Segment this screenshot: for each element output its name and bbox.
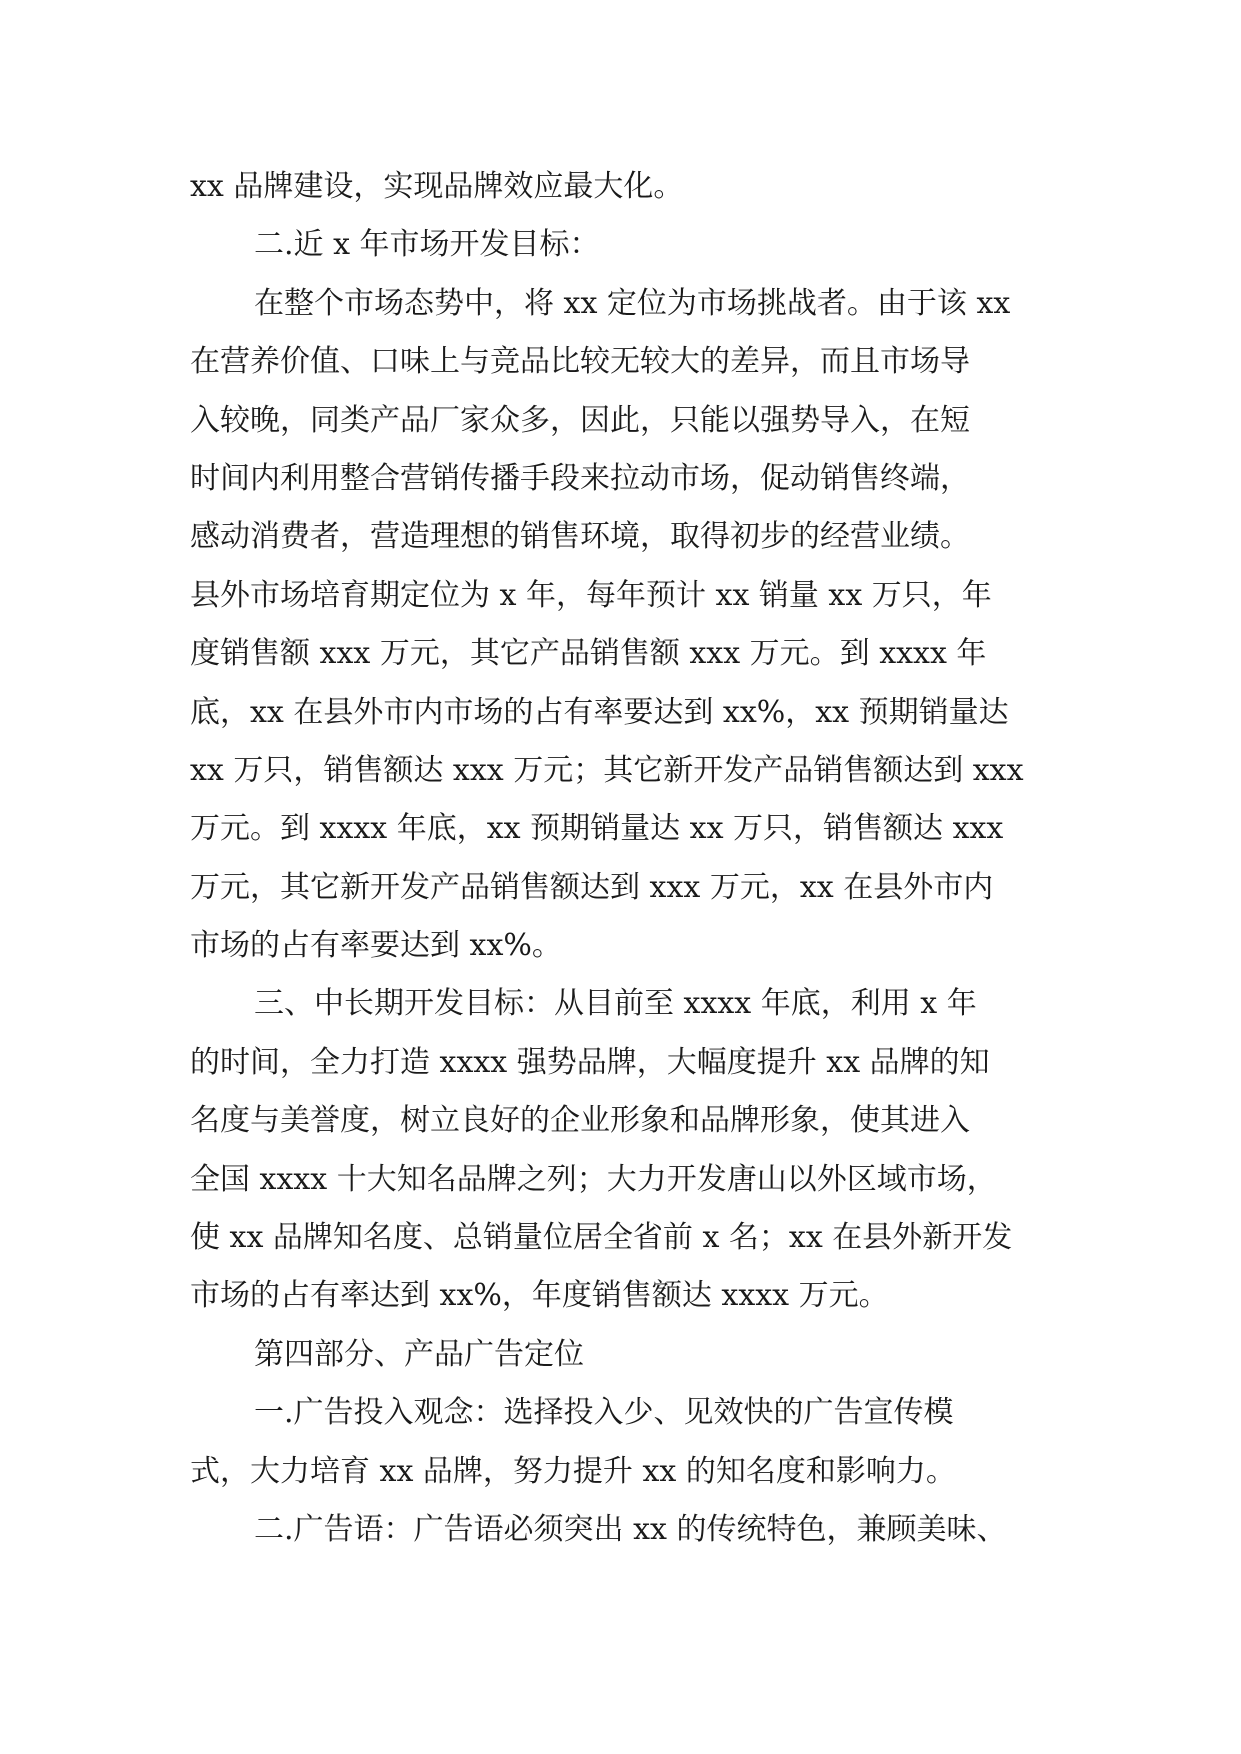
text-line: 县外市场培育期定位为 x 年，每年预计 xx 销量 xx 万只，年 — [190, 577, 992, 613]
text-line: 万元，其它新开发产品销售额达到 xxx 万元，xx 在县外市内 — [190, 869, 994, 905]
text-line: 感动消费者，营造理想的销售环境，取得初步的经营业绩。 — [190, 519, 970, 555]
text-line: 名度与美誉度，树立良好的企业形象和品牌形象，使其进入 — [190, 1103, 970, 1139]
text-line: xx 万只，销售额达 xxx 万元；其它新开发产品销售额达到 xxx — [190, 752, 1024, 788]
text-line: 市场的占有率要达到 xx%。 — [190, 928, 562, 964]
text-line: 时间内利用整合营销传播手段来拉动市场，促动销售终端， — [190, 460, 970, 496]
text-line: 使 xx 品牌知名度、总销量位居全省前 x 名；xx 在县外新开发 — [190, 1220, 1013, 1256]
section-heading-part-4: 第四部分、产品广告定位 — [254, 1336, 584, 1372]
text-line: 式，大力培育 xx 品牌，努力提升 xx 的知名度和影响力。 — [190, 1453, 956, 1489]
text-line: 全国 xxxx 十大知名品牌之列；大力开发唐山以外区域市场， — [190, 1161, 997, 1197]
heading-3-long-term-target: 三、中长期开发目标：从目前至 xxxx 年底，利用 x 年 — [254, 986, 977, 1022]
heading-1-ad-concept: 一.广告投入观念：选择投入少、见效快的广告宣传模 — [254, 1395, 954, 1431]
text-line: 市场的占有率达到 xx%，年度销售额达 xxxx 万元。 — [190, 1278, 889, 1314]
document-body — [190, 158, 1052, 1559]
text-line: 底，xx 在县外市内市场的占有率要达到 xx%，xx 预期销量达 — [190, 694, 1009, 730]
text-line: 入较晚，同类产品厂家众多，因此，只能以强势导入，在短 — [190, 402, 970, 438]
text-line: xx 品牌建设，实现品牌效应最大化。 — [190, 169, 684, 204]
text-line: 度销售额 xxx 万元，其它产品销售额 xxx 万元。到 xxxx 年 — [190, 636, 987, 672]
heading-2-slogan: 二.广告语：广告语必须突出 xx 的传统特色，兼顾美味、 — [254, 1511, 1007, 1547]
heading-2-market-target: 二.近 x 年市场开发目标： — [254, 227, 600, 263]
text-line: 在整个市场态势中，将 xx 定位为市场挑战者。由于该 xx — [254, 285, 1011, 321]
text-line: 万元。到 xxxx 年底，xx 预期销量达 xx 万只，销售额达 xxx — [190, 811, 1004, 847]
text-line: 在营养价值、口味上与竞品比较无较大的差异，而且市场导 — [190, 344, 970, 380]
text-line: 的时间，全力打造 xxxx 强势品牌，大幅度提升 xx 品牌的知 — [190, 1044, 990, 1080]
